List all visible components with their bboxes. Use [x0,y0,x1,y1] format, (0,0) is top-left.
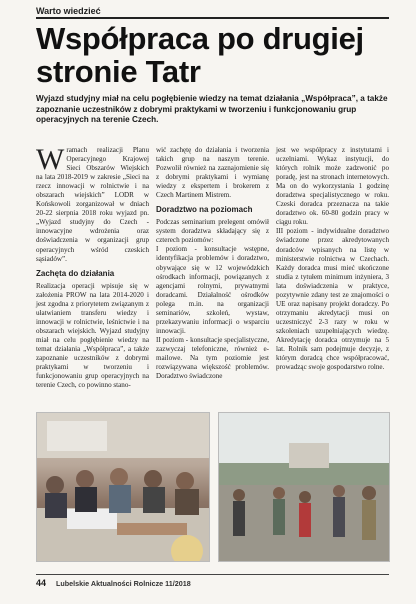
top-rule [36,17,389,19]
paragraph: II poziom - konsultacje specjalistyczne, zazwyczaj telefoniczne, również e-mailowe. Na tym poziomie jest rozwiązywana większość problemów. Doradztwo świadczone [156,335,269,381]
paragraph-text: ramach realizacji Planu Operacyjnego Krajowej Sieci Obszarów Wiejskich na lata 2018-2019 w zakresie „Sieci na rzecz innowacji w rolnictwie i na obszarach wiejskich” LODR w Końskowoli zorganizował w dniach 20-22 sierpnia 2018 roku wyjazd pn. „Wyjazd studyjny do Czech - innowacyjne wdrożenia oraz doświadczenia w organizacji grup operacyjnych wśród czeskich sąsiadów”. [36,146,149,263]
text-column-1 [36,143,149,390]
seminar-photo-illustration [37,413,210,562]
paragraph [36,143,149,264]
paragraph: jest we współpracy z instytutami i uczelniami. Wykaz instytucji, do których rolnik może zadzwonić po poradę, jest na stronach internetowych. Ma on do wykorzystania 1 godzinę doradztwa specjalistycznego w roku. Czeski doradca przeznacza na takie doradztwo ok. 60-80 godzin pracy w ciągu roku. [276,146,389,227]
text-column-2 [156,146,269,381]
paragraph: Podczas seminarium prelegent omówił system doradztwa składający się z czterech poziomów: [156,218,269,245]
publication-name: Lubelskie Aktualności Rolnicze 11/2018 [56,579,191,588]
paragraph: wić zachętę do działania i tworzenia takich grup na naszym terenie. Pozwolił również na zaznajomienie się z dobrymi praktykami i wymianę wiedzy z ekspertem i brokerem z Czech Martinem Mistrem. [156,146,269,200]
paragraph: Realizacja operacji wpisuje się w założenia PROW na lata 2014-2020 i jest zgodna z priorytetem związanym z ułatwianiem transferu wiedzy i innowacji w rolnictwie, leśnictwie i na obszarach wiejskich. Wyjazd studyjny miał na celu pogłębienie wiedzy na temat działania „Współpraca”, a także zapoznanie uczestników z dobrymi praktykami w tworzeniu i funkcjonowaniu grup operacyjnych na terenie Czech, co powinno stano- [36,281,149,390]
paragraph: I poziom - konsultacje wstępne, identyfikacja problemów i doradztwo, obywające się w 12 wojewódzkich ośrodkach informacji, powiązanych z agencjami rolnymi, prywatnymi doradcami. Działalność ośrodków polega m.in. na organizacji seminariów, szkoleń, wystaw, przekazywaniu informacji o wsparciu innowacji. [156,245,269,335]
bottom-rule [36,574,389,575]
photo-field-visit [218,412,390,562]
text-column-3 [276,146,389,372]
subheading: Zachęta do działania [36,268,115,278]
drop-cap: W [36,143,65,176]
section-label: Warto wiedzieć [36,6,101,16]
paragraph: III poziom - indywidualne doradztwo świadczone przez akredytowanych doradców wpisanych na listę w ministerstwie rolnictwa w Czechach. Każdy doradca musi mieć ukończone studia z tytułem minimum inżyniera, 3 lata doświadczenia w praktyce, pozytywnie zdany test ze znajomości o UE oraz napisany projekt doradczy. Po otrzymaniu akredytacji musi on uczestniczyć 2-3 razy w roku w szkoleniach uzupełniających wiedzę. Akredytację doradca otrzymuje na 5 lat. Rolnik sam podejmuje decyzje, z którym doradcą chce współpracować, prowadząc swoje gospodarstwo rolne. [276,227,389,372]
field-visit-photo-illustration [219,413,390,562]
subheading: Doradztwo na poziomach [156,205,253,215]
article-title: Współpraca po drugiej stronie Tatr [36,21,364,89]
page-number: 44 [36,578,47,588]
article-lead: Wyjazd studyjny miał na celu pogłębienie wiedzy na temat działania „Współpraca”, a także zapoznanie uczestników z dobrymi praktykami w tworzeniu i funkcjonowaniu grup operacyjnych na terenie Czech. [36,94,388,125]
photo-seminar [36,412,210,562]
